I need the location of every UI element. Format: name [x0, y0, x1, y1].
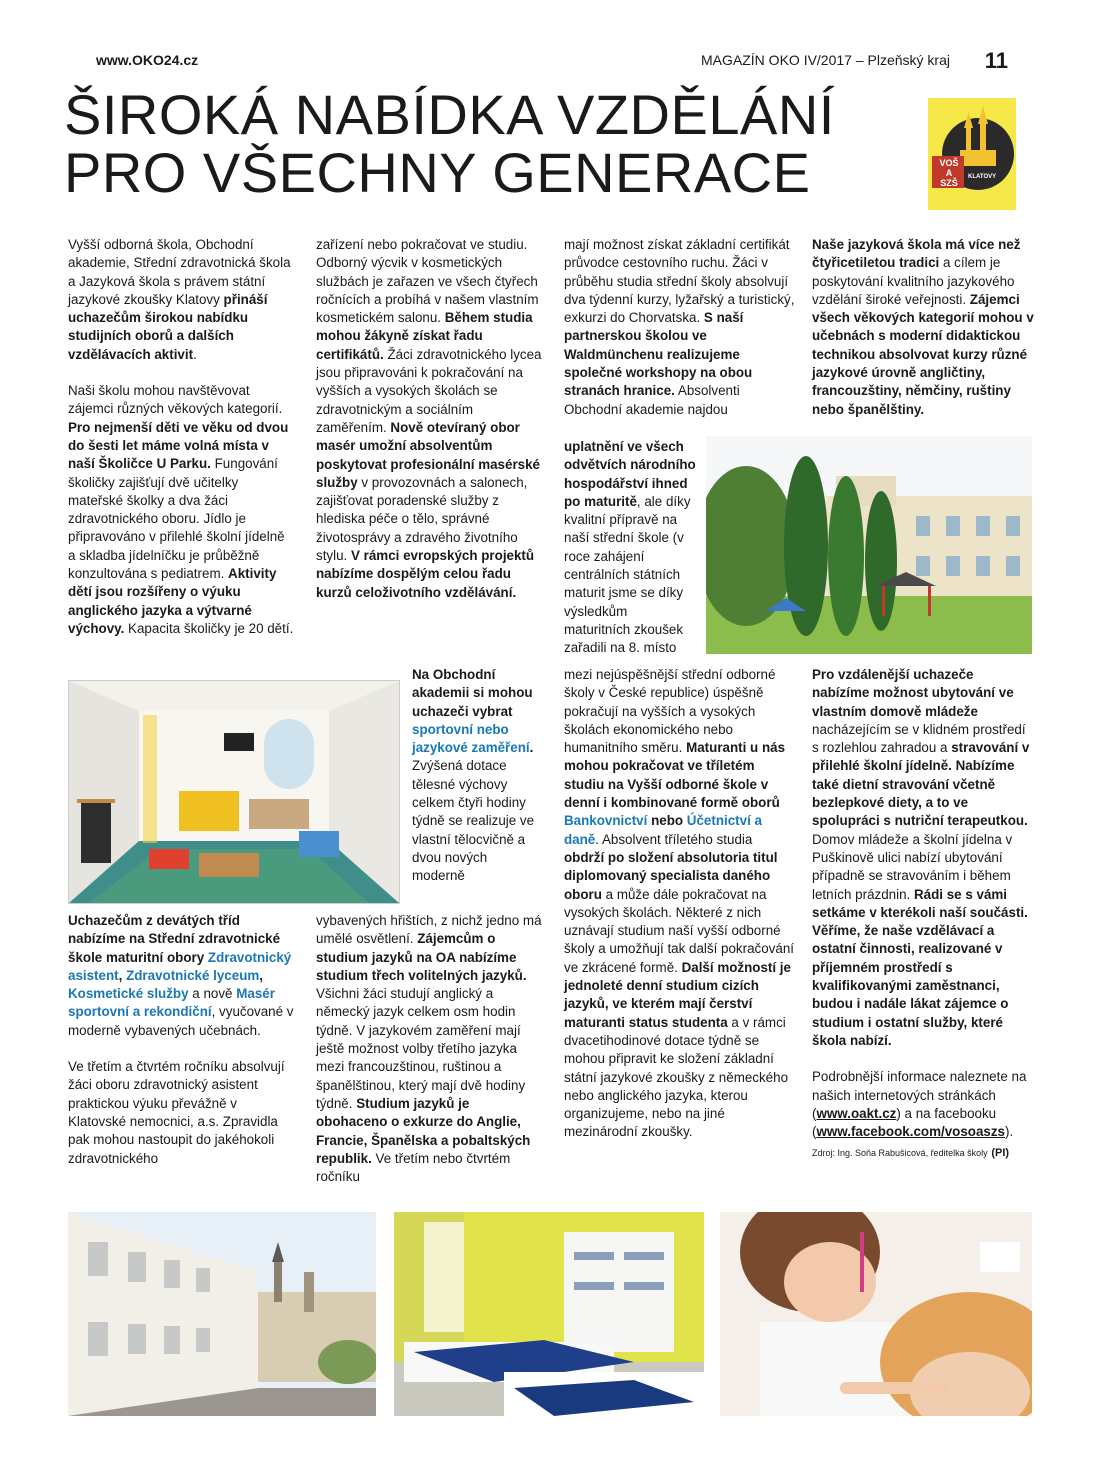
dorm-bold-a: Pro vzdálenější uchazeče nabízíme možnost ubytování ve vlastním domově mládeže	[812, 667, 1014, 719]
street-photo	[68, 1212, 376, 1416]
oa-dot: .	[529, 740, 534, 756]
info-text-c: ).	[1005, 1124, 1014, 1140]
logo-text-klatovy: KLATOVY	[968, 174, 997, 180]
c4-bold-a: Naše jazyková škola má více než čtyřicetiletou tradici	[812, 237, 1021, 271]
dorm-bold-e: Rádi se s vámi setkáme v kterékoli naší součásti. Věříme, že naše vzdělávací a ostatní činnosti, realizované v příjemném prostředí s kvalifikovanými zaměstnanci, budou i nadále lákat zájemce o studium i ostatní služby, které škola nabízí.	[812, 886, 1028, 1048]
dorm-text-d: Domov mládeže a školní jídelna v Puškinově ulici nabízí ubytování případně se stravováním i během letních prázdnin.	[812, 831, 1013, 902]
c3-bold-i: nebo	[647, 813, 687, 829]
cosmetics-paragraph	[316, 236, 542, 602]
c3-text-m: a může dále pokračovat na vysokých školách. Některé z nich uznávají studium naší vyšší odborné školy a umožňují tak další pokračování ve zkrácené formě.	[564, 886, 794, 975]
source-credit: Zdroj: Ing. Soňa Rabušicová, ředitelka školy	[812, 1148, 988, 1159]
field-health-lyceum: Zdravotnické lyceum	[126, 967, 260, 983]
oa-bold-a: Na Obchodní akademii si mohou uchazeči vybrat	[412, 667, 533, 719]
kg-bold-b: Pro nejmenší děti ve věku od dvou do šesti let máme volná místa v naší Školičce U Parku.	[68, 419, 289, 472]
school-logo-graphic	[928, 98, 1016, 210]
c3-bold-d: uplatnění ve všech odvětvích národního hospodářství ihned po maturitě	[564, 439, 696, 509]
dormitory-paragraph	[812, 666, 1034, 1050]
c4-text-b: a cílem je poskytování kvalitního jazykového vzdělání široké veřejnosti.	[812, 255, 1015, 307]
field-health-assistant: Zdravotnický asistent	[68, 949, 292, 983]
intro-paragraph	[68, 236, 294, 364]
health-school-paragraph	[68, 912, 294, 1040]
dorm-bold-c: stravování v přilehlé školní jídelně. Nabízíme také dietní stravování včetně bezlepkové diety, a to ve spolupráci s nutriční terapeutkou.	[812, 740, 1030, 829]
lang-bold-b: Zájemcům o studium jazyků na OA nabízíme studium třech volitelných jazyků.	[316, 931, 527, 983]
column-2-top	[316, 236, 542, 602]
column-2-mid	[412, 666, 540, 886]
c2-bold-d: Nově otevíraný obor masér umožní absolventům poskytovat profesionální masérské služby	[316, 419, 541, 490]
nursing-room-photo	[394, 1212, 704, 1416]
c2-text-a: zařízení nebo pokračovat ve studiu. Odborný výcvik v kosmetických službách je zařazen ve všech čtyřech ročnících a probíhá v našem vlastním kosmetickém salonu.	[316, 237, 539, 326]
business-academy-paragraph	[412, 666, 540, 886]
field-accounting: Účetnictví a daně	[564, 813, 762, 847]
info-text-a: Podrobnější informace naleznete na našich internetových stránkách (	[812, 1069, 1027, 1121]
kg-text-c: Fungování školičky zajišťují dvě učitelky mateřské školky a dva žáci zdravotnického oboru. Jídlo je připravováno v přilehlé školní jídelně a skladba jídelníčku je průběžně konzultována s pediatrem.	[68, 456, 285, 582]
c3-text-a: mají možnost získat základní certifikát průvodce cestovního ruchu. Žáci v průběhu studia střední školy absolvují dva týdenní kurzy, lyžařský a turistický, exkurzi do Chorvatska.	[564, 237, 795, 326]
languages-paragraph	[316, 912, 542, 1186]
kg-text-e: Kapacita školičky je 20 dětí.	[124, 620, 294, 636]
c2-bold-f: V rámci evropských projektů nabízíme dospělým celou řadu kurzů celoživotního vzdělávání.	[316, 548, 535, 600]
hs-sep-2: ,	[259, 967, 264, 983]
c2-bold-b: Během studia mohou žákyně získat řadu certifikátů.	[316, 310, 533, 362]
c3-bold-n: Další možností je jednoleté denní studium cizích jazyků, ve kterém mají čerství maturanti status studenta	[564, 959, 791, 1030]
manicure-photo	[720, 1212, 1032, 1416]
column-4-top	[812, 236, 1034, 419]
page-number: 11	[984, 48, 1008, 73]
c4-bold-c: Zájemci všech věkových kategorií mohou v učebnách s moderní didaktickou technikou absolvovat kurzy různé jazykové úrovně angličtiny, francouzštiny, němčiny, ruštiny nebo španělštiny.	[812, 291, 1034, 417]
title-line-2: PRO VŠECHNY GENERACE	[64, 141, 811, 204]
intro-end: .	[193, 346, 197, 362]
c3-bold-l: obdrží po složení absolutoria titul diplomovaný specialista daného oboru	[564, 849, 778, 902]
c3-text-c: Absolventi Obchodní akademie najdou	[564, 383, 740, 417]
field-banking: Bankovnictví	[564, 813, 648, 829]
column-3-bottom	[564, 666, 796, 1142]
kindergarten-paragraph	[68, 382, 294, 638]
c3-text-e: , ale díky kvalitní přípravě na naší střední škole (v roce zahájení centrálních státních maturit jsme se díky výsledkům maturitních zkoušek zařadili na 8. místo	[564, 493, 691, 656]
logo-text-szs: SZŠ	[940, 178, 958, 188]
kg-text-a: Naši školu mohou navštěvovat zájemci různých věkových kategorií.	[68, 383, 283, 417]
intro-text: Vyšší odborná škola, Obchodní akademie, Střední zdravotnická škola a Jazyková škola s právem státní jazykové zkoušky Klatovy	[68, 237, 291, 307]
column-4-bottom	[812, 666, 1034, 1163]
courtyard-photo	[706, 436, 1032, 654]
lang-text-e: Ve třetím nebo čtvrtém ročníku	[316, 1150, 511, 1185]
oa-sport-language-focus: sportovní nebo jazykové zaměření	[412, 721, 530, 756]
info-text-b: ) a na facebooku (	[812, 1105, 997, 1140]
c2-text-c: Žáci zdravotnického lycea jsou připravováni k pokračování na vyšších a vysokých školách se zdravotnickým a sociálním zaměřením.	[316, 346, 542, 435]
hs-text-i: , vyučované v moderně vybavených učebnách.	[68, 1004, 294, 1038]
c3-text-f: mezi nejúspěšnější střední odborné školy v České republice) úspěšně pokračují na vyšších a vysokých školách ekonomického nebo humanitního směru.	[564, 667, 776, 756]
lang-text-c: Všichni žáci studují anglický a německý jazyk celkem osm hodin týdně. V jazykovém zaměření mají ještě možnost volby třetího jazyka mezi francouzštinou, ruštinou a španělštinou, který mají dvě hodiny týdně.	[316, 986, 526, 1111]
graduates-paragraph	[564, 438, 696, 658]
column-3-top	[564, 236, 796, 419]
hs-bold-a: Uchazečům z devátých tříd nabízíme na Střední zdravotnické škole maturitní obory	[68, 913, 281, 965]
kg-bold-d: Aktivity dětí jsou rozšířeny o výuku anglického jazyka a výtvarné výchovy.	[68, 566, 277, 636]
language-school-paragraph	[812, 236, 1034, 419]
c3-bold-b: S naší partnerskou školou ve Waldmünchenu realizujeme společné workshopy na obou stranách hranice.	[564, 310, 753, 399]
c3-text-o: a v rámci dvacetihodinové dotace týdně se mohou připravit ke složení základní státní jazykové zkoušky z německého nebo anglického jazyka, kterou organizujeme, nebo na jiné mezinárodní zkoušky.	[564, 1014, 789, 1140]
column-3-narrow	[564, 438, 696, 658]
higher-school-paragraph	[564, 666, 796, 1142]
logo-text-vos: VOŠ	[939, 158, 959, 168]
column-2-bottom	[316, 912, 542, 1186]
field-masseur: Masér sportovní a rekondiční	[68, 986, 275, 1020]
intro-bold: přináší uchazečům širokou nabídku studijních oborů a dalších vzdělávacích aktivit	[68, 291, 268, 362]
column-1-bottom	[68, 912, 294, 1168]
magazine-issue: MAGAZÍN OKO IV/2017 – Plzeňský kraj	[701, 52, 950, 68]
c3-text-k: . Absolvent tříletého studia	[595, 831, 753, 847]
hs-text-g: a nově	[188, 986, 237, 1002]
school-logo	[928, 98, 1016, 210]
c3-bold-g: Maturanti u nás mohou pokračovat ve tříletém studiu na Vyšší odborné škole v denní i kombinované formě oborů	[564, 740, 786, 811]
classroom-photo	[68, 680, 400, 904]
dorm-text-b: nacházejícím se v klidném prostředí s rozlehlou zahradou a	[812, 721, 1026, 756]
author-initials: (PI)	[991, 1147, 1010, 1160]
logo-text-a: A	[945, 168, 953, 178]
title-line-1: ŠIROKÁ NABÍDKA VZDĚLÁNÍ	[64, 83, 835, 146]
oa-text-d: Zvýšená dotace tělesné výchovy celkem čtyři hodiny týdně se realizuje ve vlastní tělocvičně a dvou nových moderně	[412, 758, 535, 884]
field-cosmetic-services: Kosmetické služby	[68, 986, 189, 1002]
lang-text-a: vybavených hřištích, z nichž jedno má umělé osvětlení.	[316, 913, 542, 947]
more-info-paragraph	[812, 1068, 1034, 1141]
column-1-top	[68, 236, 294, 638]
school-website-link[interactable]: www.oakt.cz	[816, 1105, 897, 1121]
lang-bold-d: Studium jazyků je obohaceno o exkurze do Anglie, Francie, Španělska a pobaltských republik.	[316, 1095, 531, 1166]
facebook-link[interactable]: www.facebook.com/vosoaszs	[816, 1124, 1005, 1140]
hs-sep-1: ,	[118, 967, 127, 983]
c2-text-e: v provozovnách a salonech, zajišťovat poradenské služby z hlediska péče o tělo, správné životosprávy a zdravého životního stylu.	[316, 474, 528, 564]
practice-paragraph: Ve třetím a čtvrtém ročníku absolvují žáci oboru zdravotnický asistent praktickou výuku převážně v Klatovské nemocnici, a.s. Zpravidla pak mohou nastoupit do jakéhokoli zdravotnického	[68, 1059, 285, 1166]
page-title	[64, 83, 835, 204]
site-url[interactable]: www.OKO24.cz	[96, 52, 199, 68]
certificate-paragraph	[564, 236, 796, 419]
